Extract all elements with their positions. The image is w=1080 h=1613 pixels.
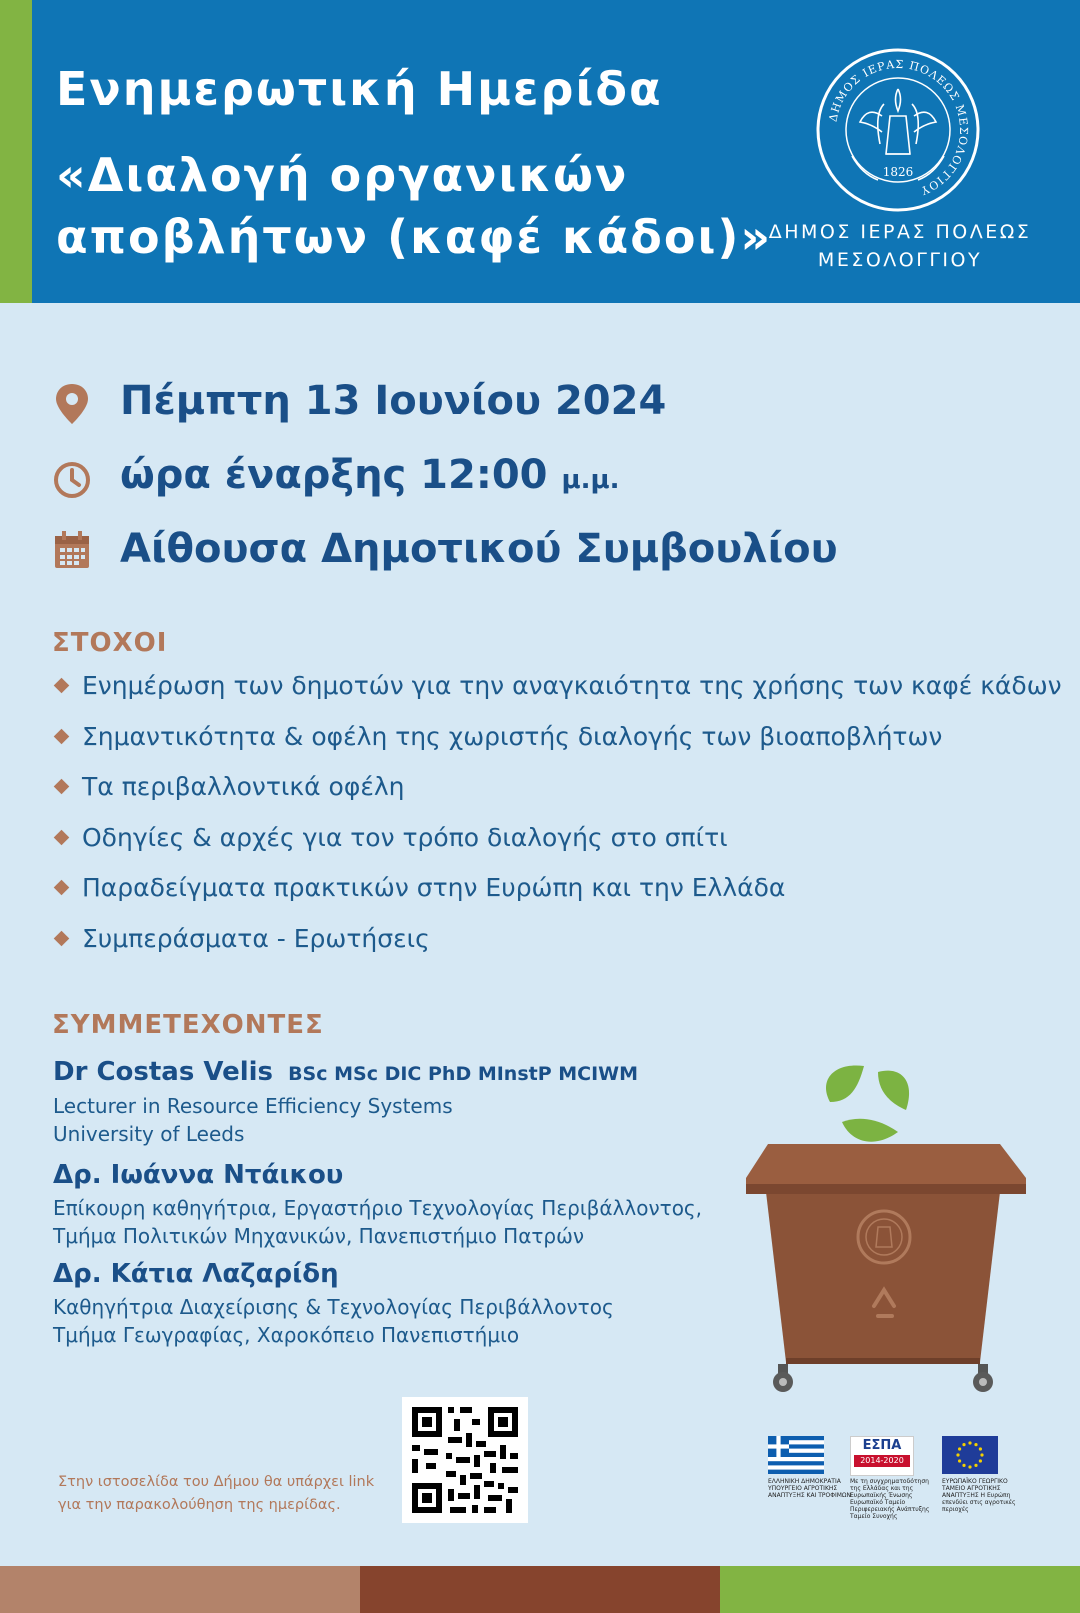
diamond-bullet-icon [54,880,70,896]
diamond-bullet-icon [54,728,70,744]
diamond-bullet-icon [54,678,70,694]
recycle-leaves-icon [826,1065,909,1141]
municipality-name [760,218,1040,274]
espa-logo [850,1436,914,1476]
goal-item-3 [52,770,1062,821]
diamond-bullet-icon [54,830,70,846]
participant-2-line-1: Επίκουρη καθηγήτρια, Εργαστήριο Τεχνολογίας Περιβάλλοντος, [53,1196,703,1220]
bottom-bar-light-brown [0,1566,360,1613]
goal-text: Σημαντικότητα & οφέλη της χωριστής διαλογής των βιοαποβλήτων [82,721,943,751]
event-date: Πέμπτη 13 Ιουνίου 2024 [120,378,667,424]
event-time-main: ώρα έναρξης 12:00 [120,452,548,498]
livestream-note-line-2: για την παρακολούθηση της ημερίδας. [58,1497,341,1513]
seal-ring-text: ΔΗΜΟΣ ΙΕΡΑΣ ΠΟΛΕΩΣ ΜΕΣΟΛΟΓΓΙΟΥ [826,57,971,198]
espa-years: 2014-2020 [854,1455,910,1467]
bottom-bar-dark-brown [360,1566,720,1613]
goals-list [52,669,1062,973]
eu-flag-logo [942,1436,998,1474]
municipality-line-1: ΔΗΜΟΣ ΙΕΡΑΣ ΠΟΛΕΩΣ [768,221,1032,243]
participant-name: Dr Costas Velis [53,1057,274,1087]
brown-bin-illustration [738,1032,1038,1398]
qr-code[interactable] [402,1397,528,1523]
clock-icon [52,458,92,502]
goal-item-2 [52,720,1062,771]
event-time [120,452,619,498]
calendar-icon [52,528,92,572]
eu-fund-caption: ΕΥΡΩΠΑΪΚΟ ΓΕΩΡΓΙΚΟ ΤΑΜΕΙΟ ΑΓΡΟΤΙΚΗΣ ΑΝΑΠΤΥΞΗΣ Η Ευρώπη επενδύει στις αγροτικές περιοχές [942,1478,1016,1513]
municipality-line-2: ΜΕΣΟΛΟΓΓΙΟΥ [817,249,983,271]
diamond-bullet-icon [54,779,70,795]
espa-title: ΕΣΠΑ [862,1438,902,1453]
participant-name-3: Δρ. Κάτια Λαζαρίδη [53,1259,339,1289]
goal-text: Παραδείγματα πρακτικών στην Ευρώπη και την Ελλάδα [82,873,786,903]
seal-year: 1826 [882,165,914,179]
side-green-strip [0,0,32,303]
espa-caption: Με τη συγχρηματοδότηση της Ελλάδας και της Ευρωπαϊκής Ένωσης Ευρωπαϊκό Ταμείο Περιφερειακής Ανάπτυξης Ταμείο Συνοχής [850,1478,930,1520]
participant-credentials: BSc MSc DIC PhD MInstP MCIWM [288,1063,639,1085]
participants-heading: ΣΥΜΜΕΤΕΧΟΝΤΕΣ [52,1010,324,1040]
title-line-1: Ενημερωτική Ημερίδα [56,62,663,116]
goal-text: Οδηγίες & αρχές για τον τρόπο διαλογής στο σπίτι [82,822,728,852]
participant-1-line-1: Lecturer in Resource Efficiency Systems [53,1094,453,1118]
goal-item-5 [52,871,1062,922]
diamond-bullet-icon [54,931,70,947]
participant-3-line-2: Τμήμα Γεωγραφίας, Χαροκόπειο Πανεπιστήμιο [53,1323,520,1347]
goal-item-4 [52,821,1062,872]
goal-text: Συμπεράσματα - Ερωτήσεις [82,923,430,953]
participant-2-line-2: Τμήμα Πολιτικών Μηχανικών, Πανεπιστήμιο Πατρών [53,1224,585,1248]
title-line-3: αποβλήτων (καφέ κάδοι)» [56,210,773,264]
goal-text: Ενημέρωση των δημοτών για την αναγκαιότητα της χρήσης των καφέ κάδων [82,671,1062,700]
event-time-suffix: μ.μ. [561,465,620,495]
municipality-seal [812,44,984,216]
goal-text: Τα περιβαλλοντικά οφέλη [82,772,405,802]
greek-flag-logo [768,1436,824,1474]
livestream-note [58,1471,388,1517]
goal-item-1 [52,669,1062,720]
bottom-bar-green [720,1566,1080,1613]
title-line-2: «Διαλογή οργανικών [56,148,629,202]
event-venue: Αίθουσα Δημοτικού Συμβουλίου [120,526,838,572]
location-pin-icon [52,382,92,426]
participant-1-line-2: University of Leeds [53,1122,245,1146]
participant-name-1 [53,1057,638,1087]
participant-3-line-1: Καθηγήτρια Διαχείρισης & Τεχνολογίας Περιβάλλοντος [53,1295,614,1319]
participant-name-2: Δρ. Ιωάννα Ντάικου [53,1160,344,1190]
greek-ministry-caption: ΕΛΛΗΝΙΚΗ ΔΗΜΟΚΡΑΤΙΑ ΥΠΟΥΡΓΕΙΟ ΑΓΡΟΤΙΚΗΣ ΑΝΑΠΤΥΞΗΣ ΚΑΙ ΤΡΟΦΙΜΩΝ [768,1478,852,1499]
livestream-note-line-1: Στην ιστοσελίδα του Δήμου θα υπάρχει link [58,1474,375,1490]
goals-heading: ΣΤΟΧΟΙ [52,628,168,658]
goal-item-6 [52,922,1062,973]
